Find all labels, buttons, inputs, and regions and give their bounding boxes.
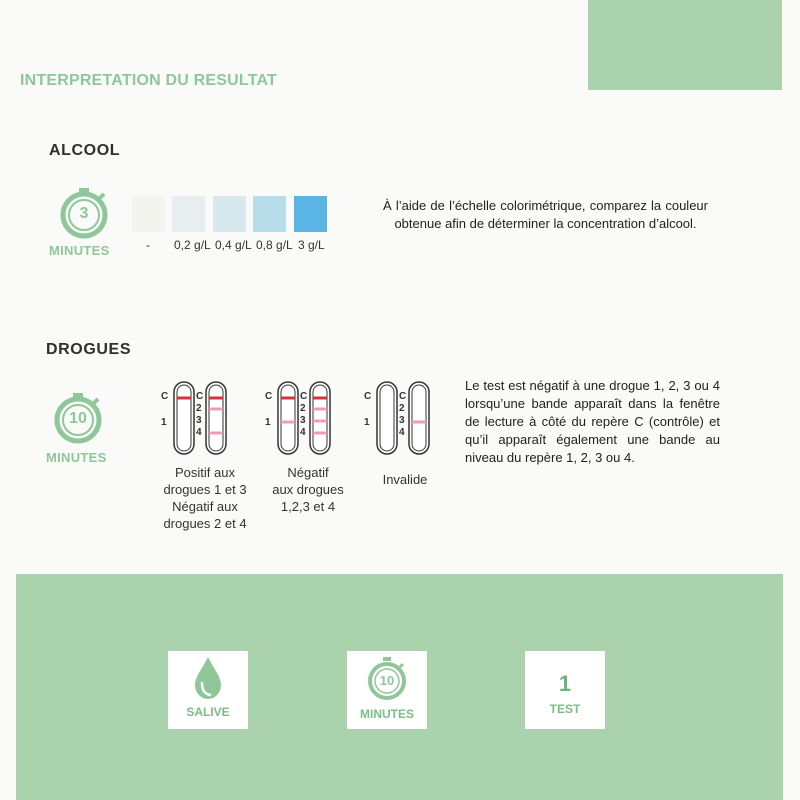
strip-label-c: C [300, 391, 308, 402]
caption-line: 1,2,3 et 4 [280, 499, 336, 514]
caption-example-1 [150, 464, 260, 532]
strip-label-c: C [196, 391, 204, 402]
strip-label-3: 3 [196, 415, 202, 426]
timer-number: 3 [79, 205, 89, 222]
card-number: 1 [558, 671, 572, 696]
strip-label-c: C [399, 391, 407, 402]
corner-decoration [588, 0, 782, 90]
swatch-label-2: 0,4 g/L [215, 238, 252, 252]
card-minutes [347, 651, 427, 729]
drogues-instructions: Le test est négatif à une drogue 1, 2, 3 ou 4 lorsqu’une bande apparaît dans la fenêtre de lecture à côté du repère C (contrôle) et qu’il apparaît également une bande au niveau du repère 1, 2, 3 ou 4. [465, 378, 720, 465]
swatch-3 [253, 196, 286, 232]
strip-label-1: 1 [265, 417, 271, 428]
swatch-1 [172, 196, 205, 232]
card-test [525, 651, 605, 729]
strip-example-2 [262, 380, 342, 465]
drogues-heading: DROGUES [46, 341, 132, 358]
strip-label-2: 2 [399, 403, 405, 414]
strip-label-4: 4 [196, 427, 202, 438]
strip-label-c: C [364, 391, 372, 402]
caption-line: Négatif aux [172, 499, 238, 514]
alcool-instructions: À l’aide de l’échelle colorimétrique, comparez la couleur obtenue afin de déterminer la concentration d’alcool. [383, 198, 708, 231]
strip-example-3 [361, 380, 441, 465]
card-salive [168, 651, 248, 729]
timer-number: 10 [69, 410, 87, 427]
card-label: SALIVE [186, 705, 230, 719]
swatch-0 [132, 196, 165, 232]
strip-label-3: 3 [300, 415, 306, 426]
card-label: TEST [549, 702, 581, 716]
strip-example-1 [158, 380, 238, 465]
alcool-timer-label: MINUTES [49, 243, 110, 258]
card-number: 10 [379, 673, 395, 688]
caption-example-3 [368, 471, 442, 488]
caption-line: drogues 1 et 3 [163, 482, 247, 497]
drop-icon [168, 653, 248, 703]
caption-line: Invalide [382, 472, 428, 487]
drogues-timer [53, 392, 113, 452]
caption-line: drogues 2 et 4 [163, 516, 247, 531]
card-label: MINUTES [360, 707, 414, 721]
swatch-label-4: 3 g/L [298, 238, 325, 252]
caption-line: aux drogues [272, 482, 344, 497]
caption-line: Négatif [287, 465, 329, 480]
strip-label-3: 3 [399, 415, 405, 426]
page-title: INTERPRETATION DU RESULTAT [20, 72, 278, 89]
strip-label-1: 1 [364, 417, 370, 428]
swatch-label-1: 0,2 g/L [174, 238, 211, 252]
swatch-label-0: - [146, 238, 150, 252]
swatch-label-3: 0,8 g/L [256, 238, 293, 252]
alcool-heading: ALCOOL [49, 142, 121, 159]
swatch-2 [213, 196, 246, 232]
strip-label-1: 1 [161, 417, 167, 428]
alcool-timer [57, 187, 117, 247]
strip-label-c: C [265, 391, 273, 402]
swatch-4 [294, 196, 327, 232]
strip-label-4: 4 [399, 427, 405, 438]
caption-example-2 [258, 464, 358, 515]
strip-label-2: 2 [300, 403, 306, 414]
drogues-timer-label: MINUTES [46, 450, 107, 465]
strip-label-4: 4 [300, 427, 306, 438]
strip-label-2: 2 [196, 403, 202, 414]
caption-line: Positif aux [175, 465, 235, 480]
strip-label-c: C [161, 391, 169, 402]
